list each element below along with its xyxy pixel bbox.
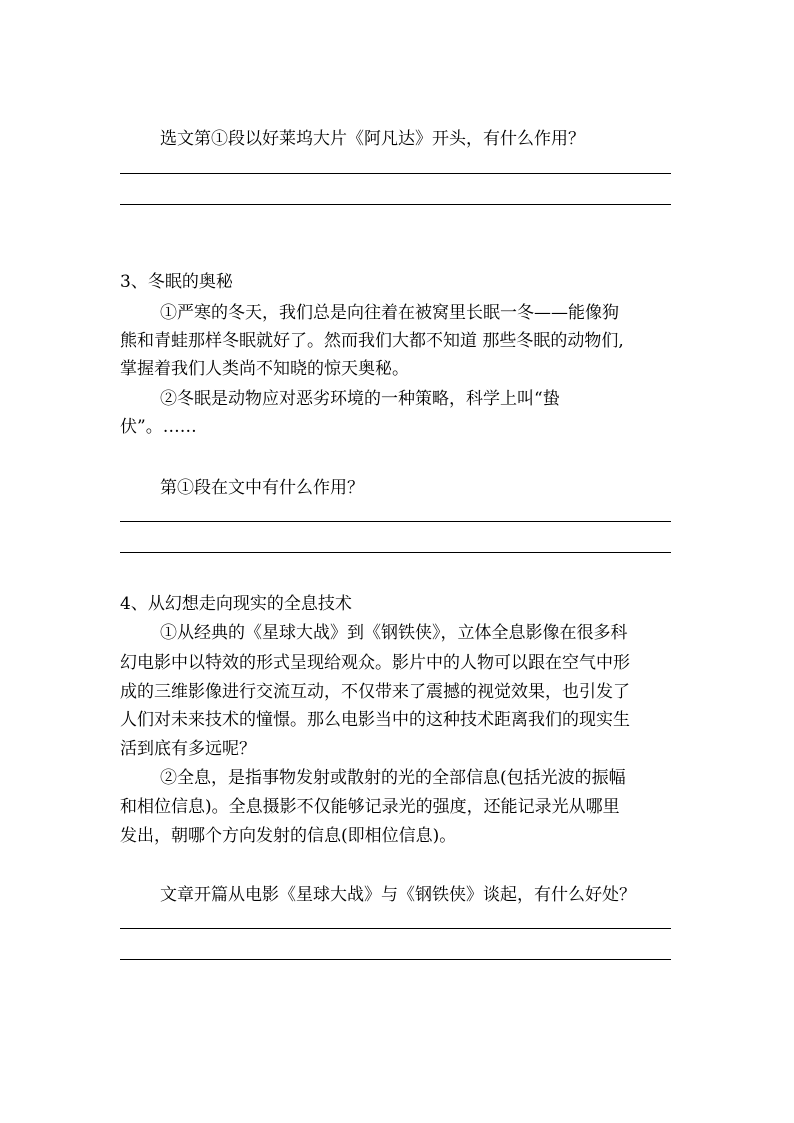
paragraph-line: ①严寒的冬天，我们总是向往着在被窝里长眠一冬——能像狗	[160, 303, 619, 323]
paragraph-line: 和相位信息)。全息摄影不仅能够记录光的强度，还能记录光从哪里	[120, 797, 620, 817]
paragraph-line: 成的三维影像进行交流互动，不仅带来了震撼的视觉效果，也引发了	[120, 682, 630, 702]
answer-line[interactable]	[120, 173, 671, 174]
paragraph-line: 幻电影中以特效的形式呈现给观众。影片中的人物可以跟在空气中形	[120, 653, 630, 673]
paragraph-line: ①从经典的《星球大战》到《钢铁侠》，立体全息影像在很多科	[160, 623, 628, 643]
paragraph-line: 人们对未来技术的憧憬。那么电影当中的这种技术距离我们的现实生	[120, 710, 630, 730]
paragraph-line: 发出，朝哪个方向发射的信息(即相位信息)。	[120, 826, 457, 846]
paragraph-line: 掌握着我们人类尚不知晓的惊天奥秘。	[120, 359, 409, 379]
paragraph-line: ②全息，是指事物发射或散射的光的全部信息(包括光波的振幅	[160, 768, 626, 788]
answer-line[interactable]	[120, 204, 671, 205]
question-text: 选文第①段以好莱坞大片《阿凡达》开头，有什么作用？	[160, 129, 585, 149]
section-heading: 4、从幻想走向现实的全息技术	[120, 594, 352, 614]
answer-line[interactable]	[120, 928, 671, 929]
question-text: 文章开篇从电影《星球大战》与《钢铁侠》谈起，有什么好处？	[160, 885, 636, 905]
paragraph-line: 伏”。……	[120, 417, 197, 437]
answer-line[interactable]	[120, 959, 671, 960]
question-text: 第①段在文中有什么作用？	[160, 478, 364, 498]
paragraph-line: 熊和青蛙那样冬眠就好了。然而我们大都不知道 那些冬眠的动物们,	[120, 331, 624, 351]
answer-line[interactable]	[120, 552, 671, 553]
answer-line[interactable]	[120, 521, 671, 522]
section-heading: 3、冬眠的奥秘	[120, 272, 233, 292]
paragraph-line: 活到底有多远呢？	[120, 739, 256, 759]
paragraph-line: ②冬眠是动物应对恶劣环境的一种策略，科学上叫“蛰	[160, 389, 560, 409]
